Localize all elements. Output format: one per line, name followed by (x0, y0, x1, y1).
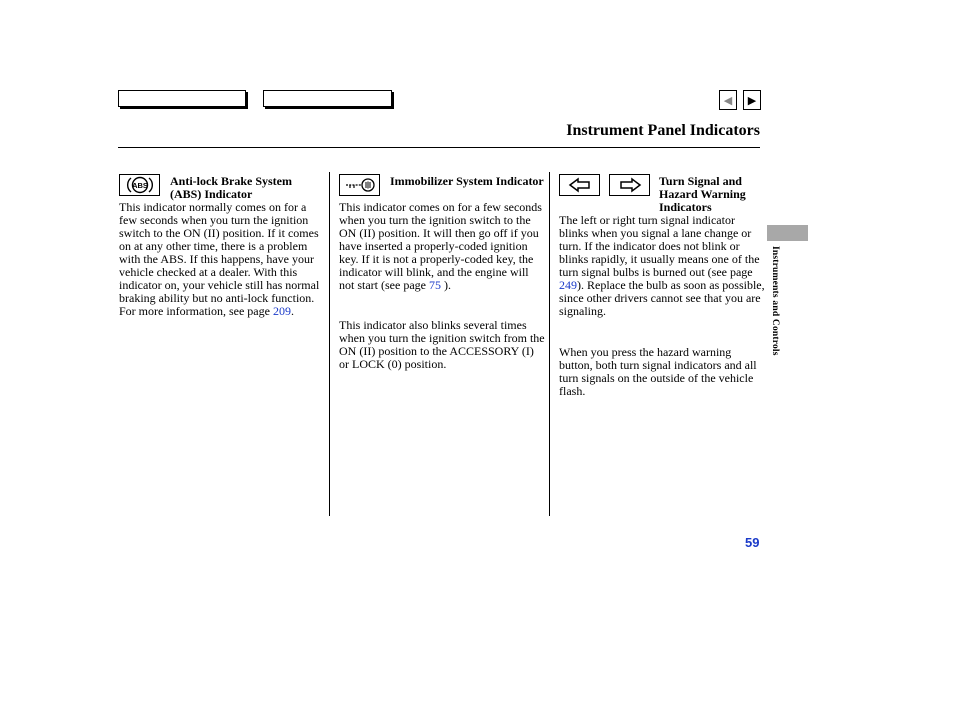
index-button[interactable] (263, 90, 392, 107)
abs-icon-text: ABS (131, 180, 148, 190)
page-link-249[interactable]: 249 (559, 278, 577, 292)
next-page-button[interactable] (743, 90, 761, 110)
page-link-209[interactable]: 209 (272, 304, 291, 318)
previous-page-button[interactable] (719, 90, 737, 110)
turn-signal-description: The left or right turn signal indicator blinks when you signal a lane change or turn. If the indicator does not blink or blinks rapidly, it usually means one of the turn signal bulbs is burned out (see page 249). Replace the bulb as soon as possible, since other drivers cannot see that you are signaling. (559, 213, 765, 318)
chevron-left-icon: ◀ (723, 94, 733, 107)
page-number: 59 (745, 535, 760, 550)
title-divider (118, 147, 760, 148)
abs-description: This indicator normally comes on for a few seconds when you turn the ignition switch to the ON (II) position. If it comes on at any other time, there is a problem with the ABS. If this happens, have your vehicle checked at a dealer. With this indicator on, your vehicle still has normal braking ability but no anti-lock function. For more information, see page 209. (119, 200, 320, 318)
hazard-warning-description: When you press the hazard warning button, both turn signal indicators and all turn signals on the outside of the vehicle flash. (559, 345, 757, 398)
abs-heading: Anti-lock Brake System (ABS) Indicator (170, 174, 292, 201)
abs-indicator-icon (119, 174, 160, 196)
column-divider (549, 172, 550, 516)
main-menu-button[interactable] (118, 90, 246, 107)
chevron-right-icon: ▶ (747, 94, 757, 107)
immobilizer-description: This indicator comes on for a few seconds when you turn the ignition switch to the ON (II) position. It will then go off if you have inserted a properly-coded ignition key. If it is not a properly-coded key, the indicator will blink, and the engine will not start (see page 75 ). (339, 200, 542, 292)
turn-left-arrow-icon (559, 174, 600, 196)
section-tab (767, 225, 808, 241)
immobilizer-heading: Immobilizer System Indicator (390, 174, 544, 188)
immobilizer-key-icon (339, 174, 380, 196)
column-divider (329, 172, 330, 516)
turn-signal-heading: Turn Signal and Hazard Warning Indicators (659, 174, 746, 214)
section-label: Instruments and Controls (770, 246, 780, 356)
page-title: Instrument Panel Indicators (566, 122, 760, 139)
page-link-75[interactable]: 75 (428, 278, 441, 292)
turn-right-arrow-icon (609, 174, 650, 196)
immobilizer-description-2: This indicator also blinks several times when you turn the ignition switch from the ON (II) position to the ACCESSORY (I) or LOCK (0) position. (339, 318, 545, 371)
